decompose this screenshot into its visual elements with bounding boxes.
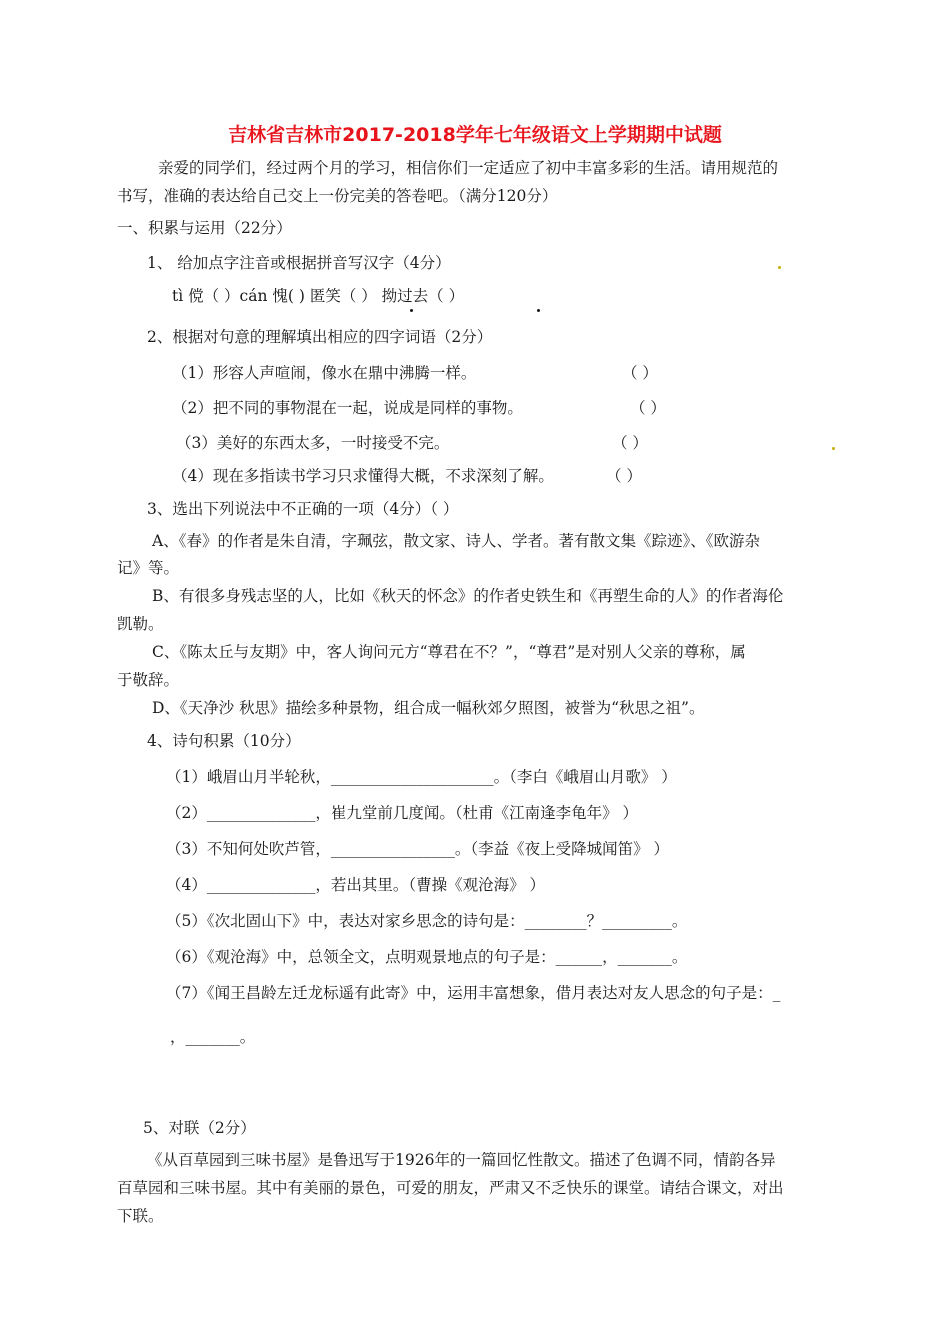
emphasis-dot [537,309,540,312]
answer-blank: （ ） [622,364,658,382]
poem-item: （6）《观沧海》中，总领全文，点明观景地点的句子是：______，_______。 [166,948,688,966]
stray-dot [778,266,781,269]
question-1-title: 1、 给加点字注音或根据拼音写汉字（4分） [147,254,451,272]
question-2-item: （2）把不同的事物混在一起，说成是同样的事物。 [172,399,523,417]
poem-item: （2）______________，崔九堂前几度闻。（杜甫《江南逢李龟年》 ） [166,804,639,822]
question-3-title: 3、选出下列说法中不正确的一项（4分）（ ） [147,500,459,518]
question-4-title: 4、诗句积累（10分） [147,732,301,750]
poem-item: （7）《闻王昌龄左迁龙标遥有此寄》中，运用丰富想象，借月表达对友人思念的句子是：_ [166,984,781,1002]
option-a-cont: 记》等。 [117,559,180,577]
intro-line: 亲爱的同学们，经过两个月的学习，相信你们一定适应了初中丰富多彩的生活。请用规范的 [158,159,779,177]
option-b: B、有很多身残志坚的人，比如《秋天的怀念》的作者史铁生和《再塑生命的人》的作者海伦 [152,587,784,605]
answer-blank: （ ） [612,434,648,452]
page-title: 吉林省吉林市2017-2018学年七年级语文上学期期中试题 [228,124,722,146]
poem-item-cont: ，_______。 [170,1028,256,1046]
answer-blank: （ ） [630,399,666,417]
stray-dot [832,447,835,450]
question-1-items: tì 傥（ ）cán 愧( ) 匿笑（ ） 拗过去（ ） [172,287,465,305]
poem-item: （5）《次北固山下》中，表达对家乡思念的诗句是：________？_________。 [166,912,688,930]
emphasis-dot [410,309,413,312]
question-2-item: （4）现在多指读书学习只求懂得大概，不求深刻了解。 [172,467,554,485]
poem-item: （4）______________，若出其里。（曹操《观沧海》 ） [166,876,546,894]
option-d: D、《天净沙 秋思》描绘多种景物，组合成一幅秋郊夕照图，被誉为“秋思之祖”。 [152,699,705,717]
passage-line: 《从百草园到三味书屋》是鲁迅写于1926年的一篇回忆性散文。描述了色调不同，情韵各异 [147,1151,776,1169]
option-c: C、《陈太丘与友期》中，客人询问元方“尊君在不？”，“尊君”是对别人父亲的尊称，属 [152,643,746,661]
intro-line: 书写，准确的表达给自己交上一份完美的答卷吧。（满分120分） [117,187,558,205]
option-c-cont: 于敬辞。 [117,671,180,689]
passage-line: 下联。 [117,1207,164,1225]
poem-item: （1）峨眉山月半轮秋，_____________________。（李白《峨眉山月歌》 ） [166,768,677,786]
option-a: A、《春》的作者是朱自清，字珮弦，散文家、诗人、学者。著有散文集《踪迹》、《欧游杂 [152,532,760,550]
question-5-title: 5、对联（2分） [143,1119,256,1137]
answer-blank: （ ） [606,467,642,485]
question-2-title: 2、根据对句意的理解填出相应的四字词语（2分） [147,328,493,346]
section-heading: 一、积累与运用（22分） [117,219,292,237]
passage-line: 百草园和三味书屋。其中有美丽的景色，可爱的朋友，严肃又不乏快乐的课堂。请结合课文，对出 [117,1179,784,1197]
question-2-item: （1）形容人声喧闹，像水在鼎中沸腾一样。 [172,364,477,382]
question-2-item: （3）美好的东西太多，一时接受不完。 [176,434,450,452]
poem-item: （3）不知何处吹芦管，________________。（李益《夜上受降城闻笛》 ） [166,840,670,858]
option-b-cont: 凯勒。 [117,615,164,633]
